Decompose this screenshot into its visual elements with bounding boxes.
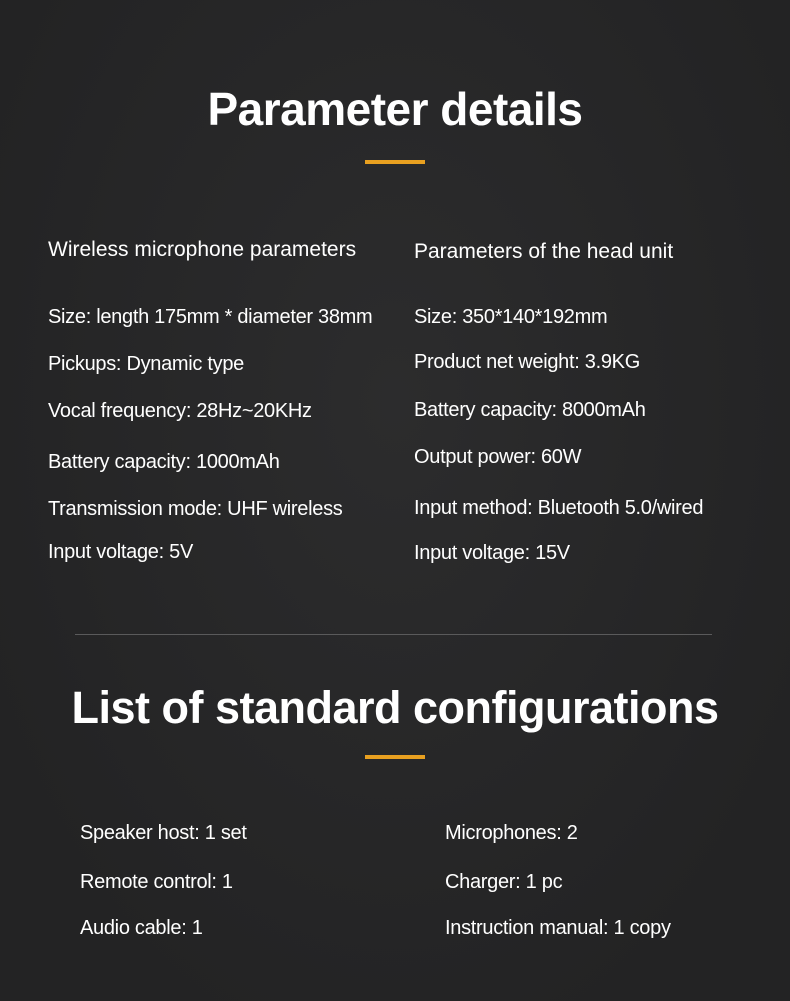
microphone-params-heading: Wireless microphone parameters bbox=[48, 238, 357, 261]
standard-configurations-title: List of standard configurations bbox=[71, 682, 719, 733]
list-item: Input method: Bluetooth 5.0/wired bbox=[414, 497, 704, 519]
list-item: Size: 350*140*192mm bbox=[414, 306, 608, 328]
head-unit-params-heading: Parameters of the head unit bbox=[414, 240, 674, 263]
title-accent-bar bbox=[365, 755, 425, 759]
list-item: Input voltage: 15V bbox=[414, 542, 570, 564]
list-item: Remote control: 1 bbox=[80, 871, 233, 893]
section-divider bbox=[75, 634, 712, 635]
parameter-details-title: Parameter details bbox=[207, 83, 583, 135]
list-item: Transmission mode: UHF wireless bbox=[48, 498, 343, 520]
list-item: Pickups: Dynamic type bbox=[48, 353, 244, 375]
list-item: Charger: 1 pc bbox=[445, 871, 563, 893]
list-item: Product net weight: 3.9KG bbox=[414, 351, 640, 373]
list-item: Input voltage: 5V bbox=[48, 541, 194, 563]
title-accent-bar bbox=[365, 160, 425, 164]
list-item: Microphones: 2 bbox=[445, 822, 578, 844]
list-item: Battery capacity: 8000mAh bbox=[414, 399, 646, 421]
list-item: Audio cable: 1 bbox=[80, 917, 203, 939]
list-item: Size: length 175mm * diameter 38mm bbox=[48, 306, 373, 328]
list-item: Output power: 60W bbox=[414, 446, 582, 468]
list-item: Battery capacity: 1000mAh bbox=[48, 451, 280, 473]
list-item: Speaker host: 1 set bbox=[80, 822, 247, 844]
list-item: Instruction manual: 1 copy bbox=[445, 917, 671, 939]
list-item: Vocal frequency: 28Hz~20KHz bbox=[48, 400, 312, 422]
